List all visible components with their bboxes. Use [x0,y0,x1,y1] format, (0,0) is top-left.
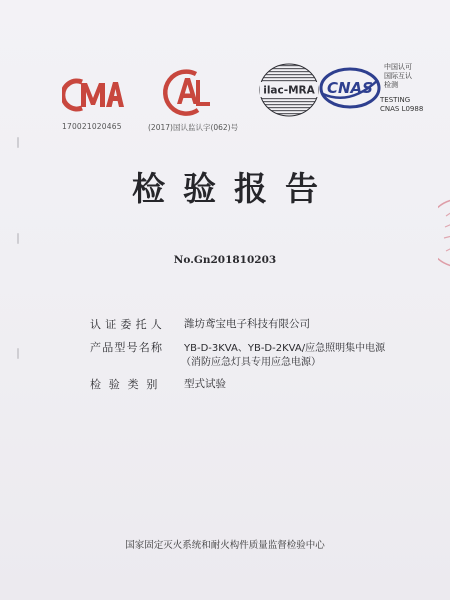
report-number: No.Gn201810203 [173,254,277,266]
cma-logo [62,70,124,118]
inspection-type-value: 型式试验 [184,378,226,390]
cnas-text-cn3: 检测 [384,81,398,89]
edge-seal-stamp [438,198,450,268]
cnas-text-cn2: 国际互认 [384,72,412,80]
cal-approval-number: (2017)国认监认字(062)号 [148,123,239,132]
cnas-accreditation-code: CNAS L0988 [380,105,424,113]
cal-logo [160,66,214,118]
ilac-mra-mark: ilac-MRA [263,84,315,97]
product-model-value-line1: YB-D-3KVA、YB-D-2KVA/应急照明集中电源 [184,343,386,354]
binding-hole [17,137,19,148]
client-label: 认证委托人 [90,318,166,331]
binding-hole [17,348,19,359]
cnas-testing-label: TESTING [380,96,411,104]
cma-certificate-number: 170021020465 [62,122,122,131]
cnas-logo [318,66,382,110]
report-title: 检验报告 [132,169,336,208]
client-value: 潍坊鸢宝电子科技有限公司 [184,318,310,330]
ilac-mra-logo [258,62,320,118]
inspection-type-label: 检验类别 [90,378,166,391]
product-model-value-line2: （消防应急灯具专用应急电源） [181,357,321,368]
issuing-organization: 国家固定灭火系统和耐火构件质量监督检验中心 [125,540,325,551]
product-model-label: 产品型号名称 [90,341,164,354]
cnas-text-cn1: 中国认可 [384,63,412,71]
binding-hole [17,233,19,244]
cnas-mark: CNAS [327,79,373,97]
